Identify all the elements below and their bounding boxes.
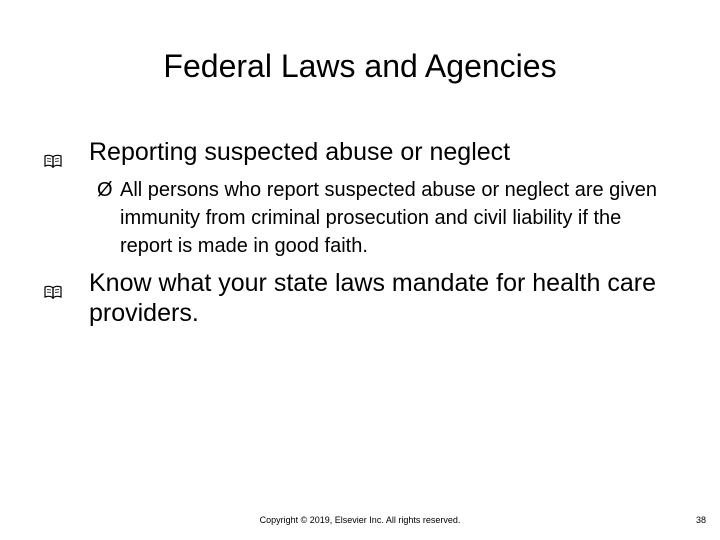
- bullet-text: Reporting suspected abuse or neglect: [89, 138, 511, 166]
- copyright-footer: Copyright © 2019, Elsevier Inc. All rights reserved.: [259, 515, 461, 525]
- page-number: 38: [695, 515, 706, 525]
- bullet-text: Know what your state laws mandate for health care providers.: [89, 269, 656, 327]
- slide-title: Federal Laws and Agencies: [163, 48, 557, 84]
- book-icon: [44, 276, 62, 290]
- arrow-bullet-icon: Ø: [97, 179, 113, 201]
- sub-bullet-text: All persons who report suspected abuse or neglect are given immunity from criminal prosecution and civil liability if the report is made in good faith.: [120, 179, 657, 257]
- book-icon: [44, 145, 62, 159]
